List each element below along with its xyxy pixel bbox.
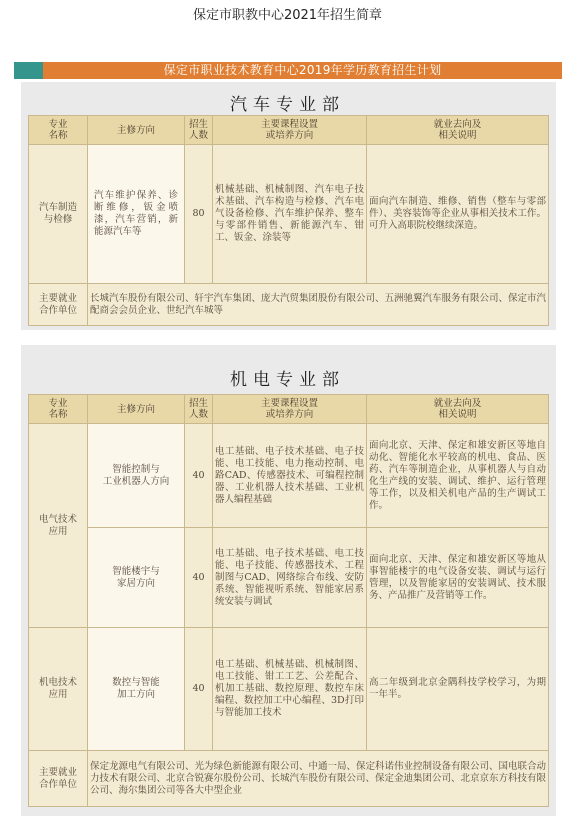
major-name: 机电技术 应用: [29, 628, 88, 751]
career-info: 面向北京、天津、保定和雄安新区等地从事智能楼宇的电气设备安装、调试与运行管理，以及智能家居的安装调试、技术服务、产品推广及营销等工作。: [367, 528, 549, 628]
coop-label: 主要就业 合作单位: [29, 751, 88, 807]
major-direction: 智能控制与 工业机器人方向: [88, 424, 185, 528]
banner-title: 保定市职业技术教育中心2019年学历教育招生计划: [163, 63, 442, 77]
plan-banner: [14, 62, 562, 79]
header-career: 就业去向及 相关说明: [367, 395, 549, 424]
document-title: 保定市职教中心2021年招生简章: [192, 8, 383, 23]
career-info: 面向北京、天津、保定和雄安新区等地自动化、智能化水平较高的机电、食品、医药、汽车等制造企业，从事机器人与自动化生产线的安装、调试、维护、运行管理等工作，以及相关机电产品的生产调试工作。: [367, 424, 549, 528]
header-courses: 主要课程设置 或培养方向: [213, 116, 367, 145]
header-enroll: 招生 人数: [185, 395, 213, 424]
major-direction: 数控与智能 加工方向: [88, 628, 185, 751]
enroll-count: 80: [185, 145, 213, 284]
coop-label: 主要就业 合作单位: [29, 284, 88, 326]
enroll-count: 40: [185, 528, 213, 628]
coop-companies: 保定龙源电气有限公司、光为绿色新能源有限公司、中通一局、保定科诺伟业控制设备有限公司、国电联合动力技术有限公司、北京合锐赛尔股份公司、长城汽车股份有限公司、保定金迪集团公司、北京京东方科技有限公司、海尔集团公司等各大中型企业: [88, 751, 549, 807]
major-name: 电气技术 应用: [29, 424, 88, 628]
header-enroll: 招生 人数: [185, 116, 213, 145]
header-courses: 主要课程设置 或培养方向: [213, 395, 367, 424]
header-direction: 主修方向: [88, 395, 185, 424]
course-list: 电工基础、电子技术基础、电工技能、电子技能、传感器技术、工程制图与CAD、网络综合布线、安防系统、智能视听系统、智能家居系统安装与调试: [213, 528, 367, 628]
course-list: 电工基础、电子技术基础、电子技能、电工技能、电力拖动控制、电路CAD、传感器技术、可编程控制器、工业机器人技术基础、工业机器人编程基础: [213, 424, 367, 528]
enroll-count: 40: [185, 628, 213, 751]
major-name: 汽车制造 与检修: [29, 145, 88, 284]
banner-accent: [14, 62, 43, 79]
header-direction: 主修方向: [88, 116, 185, 145]
coop-companies: 长城汽车股份有限公司、轩宇汽车集团、庞大汽贸集团股份有限公司、五洲驰翼汽车服务有限公司、保定市汽配商会会员企业、世纪汽车城等: [88, 284, 549, 326]
mech-department-title: 机电专业部: [230, 370, 345, 390]
major-direction: 汽车维护保养、诊断维修，钣金喷漆，汽车营销，新能源汽车等: [88, 145, 185, 284]
career-info: 面向汽车制造、维修、销售（整车与零部件）、美容装饰等企业从事相关技术工作。可升入高职院校继续深造。: [367, 145, 549, 284]
header-career: 就业去向及 相关说明: [367, 116, 549, 145]
auto-enrollment-table: [28, 115, 549, 326]
career-info: 高二年级到北京金隅科技学校学习，为期一年半。: [367, 628, 549, 751]
auto-department-title: 汽车专业部: [230, 95, 345, 115]
mech-enrollment-table: [28, 394, 549, 807]
header-major: 专业 名称: [29, 395, 88, 424]
course-list: 电工基础、机械基础、机械制图、电工技能、钳工工艺、公差配合、机加工基础、数控原理、数控车床编程、数控加工中心编程、3D打印与智能加工技术: [213, 628, 367, 751]
enroll-count: 40: [185, 424, 213, 528]
major-direction: 智能楼宇与 家居方向: [88, 528, 185, 628]
header-major: 专业 名称: [29, 116, 88, 145]
course-list: 机械基础、机械制图、汽车电子技术基础、汽车构造与检修、汽车电气设备检修、汽车维护保养、整车与零部件销售、新能源汽车、钳工、钣金、涂装等: [213, 145, 367, 284]
